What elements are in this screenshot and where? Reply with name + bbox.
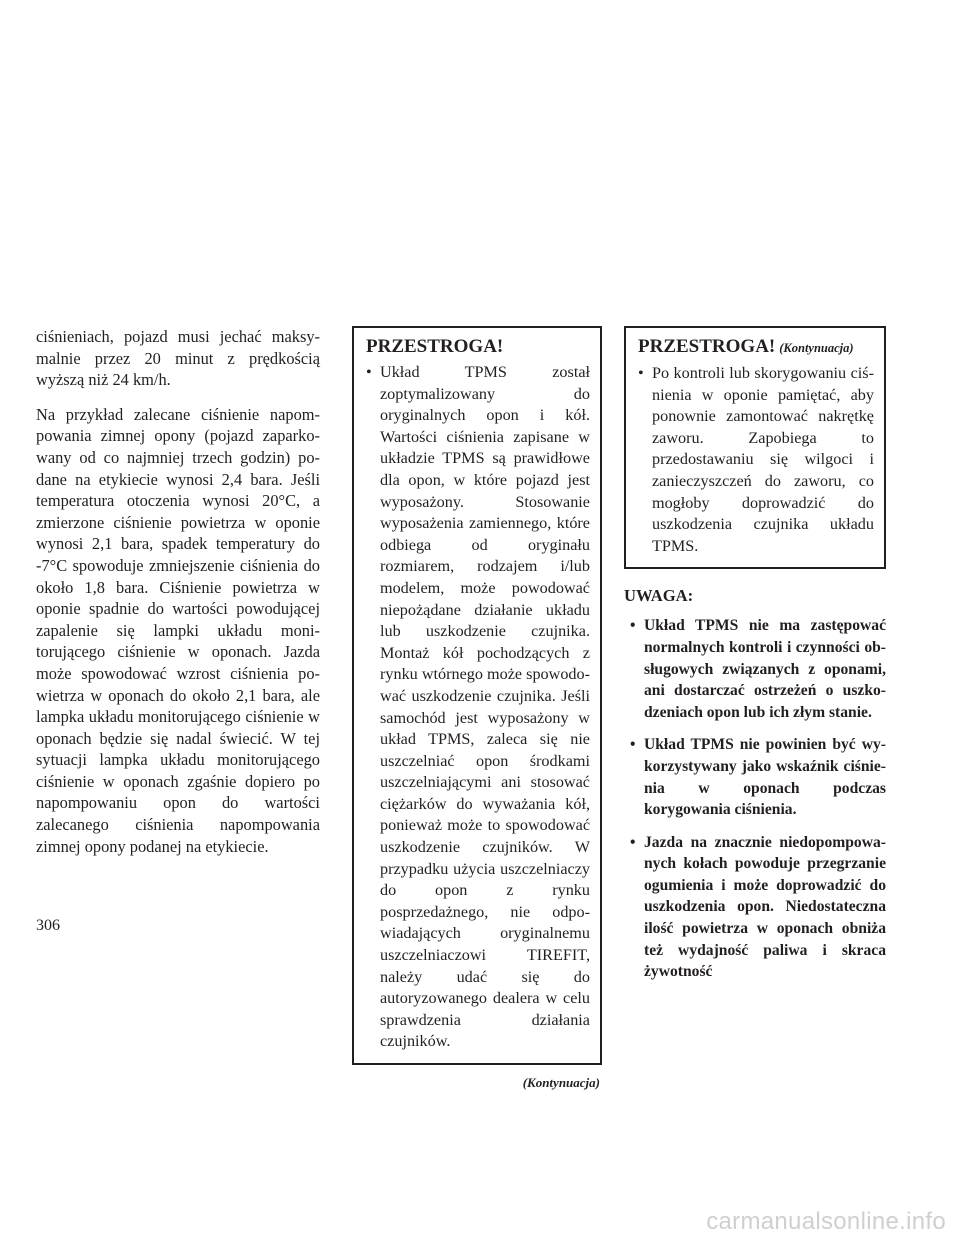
- paragraph: ciśnieniach, pojazd musi jechać maksymalnie przez 20 minut z prędkością wyższą niż 24 km/h.: [36, 327, 320, 390]
- caution-item: [638, 363, 874, 557]
- note-item-text: Układ TPMS nie powinien być wykorzystywany jako wskaźnik ciśnienia w oponach podczas korygowania ciśnienia.: [644, 736, 886, 819]
- bullet: •: [366, 363, 372, 381]
- caution-title: PRZESTROGA!: [366, 336, 504, 357]
- note-title: UWAGA:: [624, 586, 694, 606]
- bullet: •: [630, 736, 636, 754]
- caution-title-text: PRZESTROGA!: [638, 336, 776, 357]
- bullet: •: [630, 833, 636, 851]
- text-column-left: [36, 326, 320, 870]
- caution-box: [352, 326, 602, 1065]
- paragraph: Na przykład zalecane ciśnienie napompowania zimnej opony (pojazd zaparkowany od co najmniej trzech godzin) podane na etykiecie wynosi 2,4 bara. Jeśli temperatura otoczenia wynosi 20°C, a zmierzone ciśnienie powietrza w oponie wynosi 2,1 bara, spadek temperatury do -7°C spowoduje zmniejszenie ciśnienia do około 1,8 bara. Ciśnienie powietrza w oponie spadnie do wartości powodującej zapalenie się lampki układu monitorującego ciśnienie w oponach. Jazda może spowodować wzrost ciśnienia powietrza w oponach do około 2,1 bara, ale lampka układu monitorującego ciśnienie w oponach będzie się nadal świecić. W tej sytuacji lampka układu monitorującego ciśnienie w oponach zgaśnie dopiero po napompowaniu opon do wartości zalecanego ciśnienia napompowania zimnej opony podanej na etykiecie.: [36, 404, 320, 856]
- bullet: •: [638, 364, 644, 382]
- note-item-text: Układ TPMS nie ma zastępować normalnych kontroli i czynności obsługowych związanych z oponami, ani dostarczać ostrzeżeń o uszkodzeniach opon lub ich złym stanie.: [644, 617, 886, 721]
- continued-label: (Kontynuacja): [522, 1075, 600, 1090]
- text-column-middle: [352, 326, 602, 1091]
- note-item: [624, 832, 886, 983]
- caution-title: [638, 334, 874, 361]
- text-column-right: [624, 326, 886, 994]
- note-item: [624, 615, 886, 723]
- caution-box-continued: [624, 326, 886, 569]
- caution-item: [366, 362, 590, 1053]
- bullet: •: [630, 617, 636, 635]
- page-number: 306: [36, 917, 60, 934]
- note-item-text: Jazda na znacznie niedopompowanych kołach powoduje przegrzanie ogumienia i może doprowadzić do uszkodzenia opon. Niedostateczna ilość powietrza w oponach obniża też wydajność paliwa i skraca żywotność: [644, 833, 886, 981]
- caution-title-suffix: (Kontynuacja): [779, 341, 854, 355]
- note-list: [624, 615, 886, 983]
- caution-item-text: Układ TPMS został zoptymalizowany do oryginalnych opon i kół. Wartości ciśnienia zapisane w układzie TPMS są prawidłowe dla opon, w które pojazd jest wyposażony. Stosowanie wyposażenia zamiennego, które odbiega od oryginału rozmiarem, rodzajem i/lub modelem, może powodować niepożądane działanie układu lub uszkodzenie czujnika. Montaż kół pochodzących z rynku wtórnego może spowodować uszkodzenie czujnika. Jeśli samochód jest wyposażony w układ TPMS, zaleca się nie uszczelniać opon środkami uszczelniającymi ani stosować ciężarków do wyważania kół, ponieważ może to spowodować uszkodzenie czujników. W przypadku użycia uszczelniaczy do opon z rynku posprzedażnego, nie odpowiadających oryginalnemu uszczelniaczowi TIREFIT, należy udać się do autoryzowanego dealera w celu sprawdzenia działania czujników.: [380, 363, 590, 1051]
- watermark: carmanualsonline.info: [706, 1208, 946, 1235]
- note-item: [624, 734, 886, 820]
- caution-item-text: Po kontroli lub skorygowaniu ciśnienia w oponie pamiętać, aby ponownie zamontować nakrętkę zaworu. Zapobiega to przedostawaniu się wilgoci i zanieczyszczeń do zaworu, co mogłoby doprowadzić do uszkodzenia czujnika układu TPMS.: [652, 364, 874, 555]
